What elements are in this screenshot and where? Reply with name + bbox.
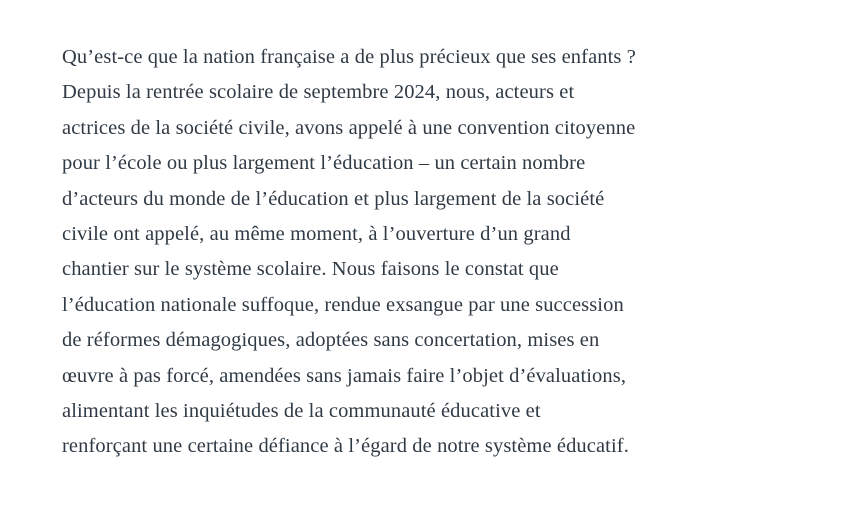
paragraph-line: Qu’est-ce que la nation française a de plus précieux que ses enfants ? bbox=[62, 46, 636, 68]
paragraph-line: l’éducation nationale suffoque, rendue exsangue par une succession bbox=[62, 293, 624, 316]
paragraph-line: civile ont appelé, au même moment, à l’ouverture d’un grand bbox=[62, 223, 571, 246]
article-body bbox=[62, 40, 832, 465]
paragraph-line: chantier sur le système scolaire. Nous faisons le constat que bbox=[62, 258, 559, 281]
paragraph-line: de réformes démagogiques, adoptées sans concertation, mises en bbox=[62, 329, 600, 352]
article-paragraph bbox=[62, 40, 832, 465]
paragraph-line: œuvre à pas forcé, amendées sans jamais faire l’objet d’évaluations, bbox=[62, 364, 627, 387]
paragraph-line: alimentant les inquiétudes de la communauté éducative et bbox=[62, 400, 541, 423]
paragraph-line: actrices de la société civile, avons appelé à une convention citoyenne bbox=[62, 116, 636, 139]
paragraph-line: Depuis la rentrée scolaire de septembre 2024, nous, acteurs et bbox=[62, 81, 575, 104]
paragraph-line: d’acteurs du monde de l’éducation et plus largement de la société bbox=[62, 187, 605, 210]
paragraph-line: pour l’école ou plus largement l’éducation – un certain nombre bbox=[62, 152, 586, 175]
paragraph-line: renforçant une certaine défiance à l’égard de notre système éducatif. bbox=[62, 435, 629, 458]
